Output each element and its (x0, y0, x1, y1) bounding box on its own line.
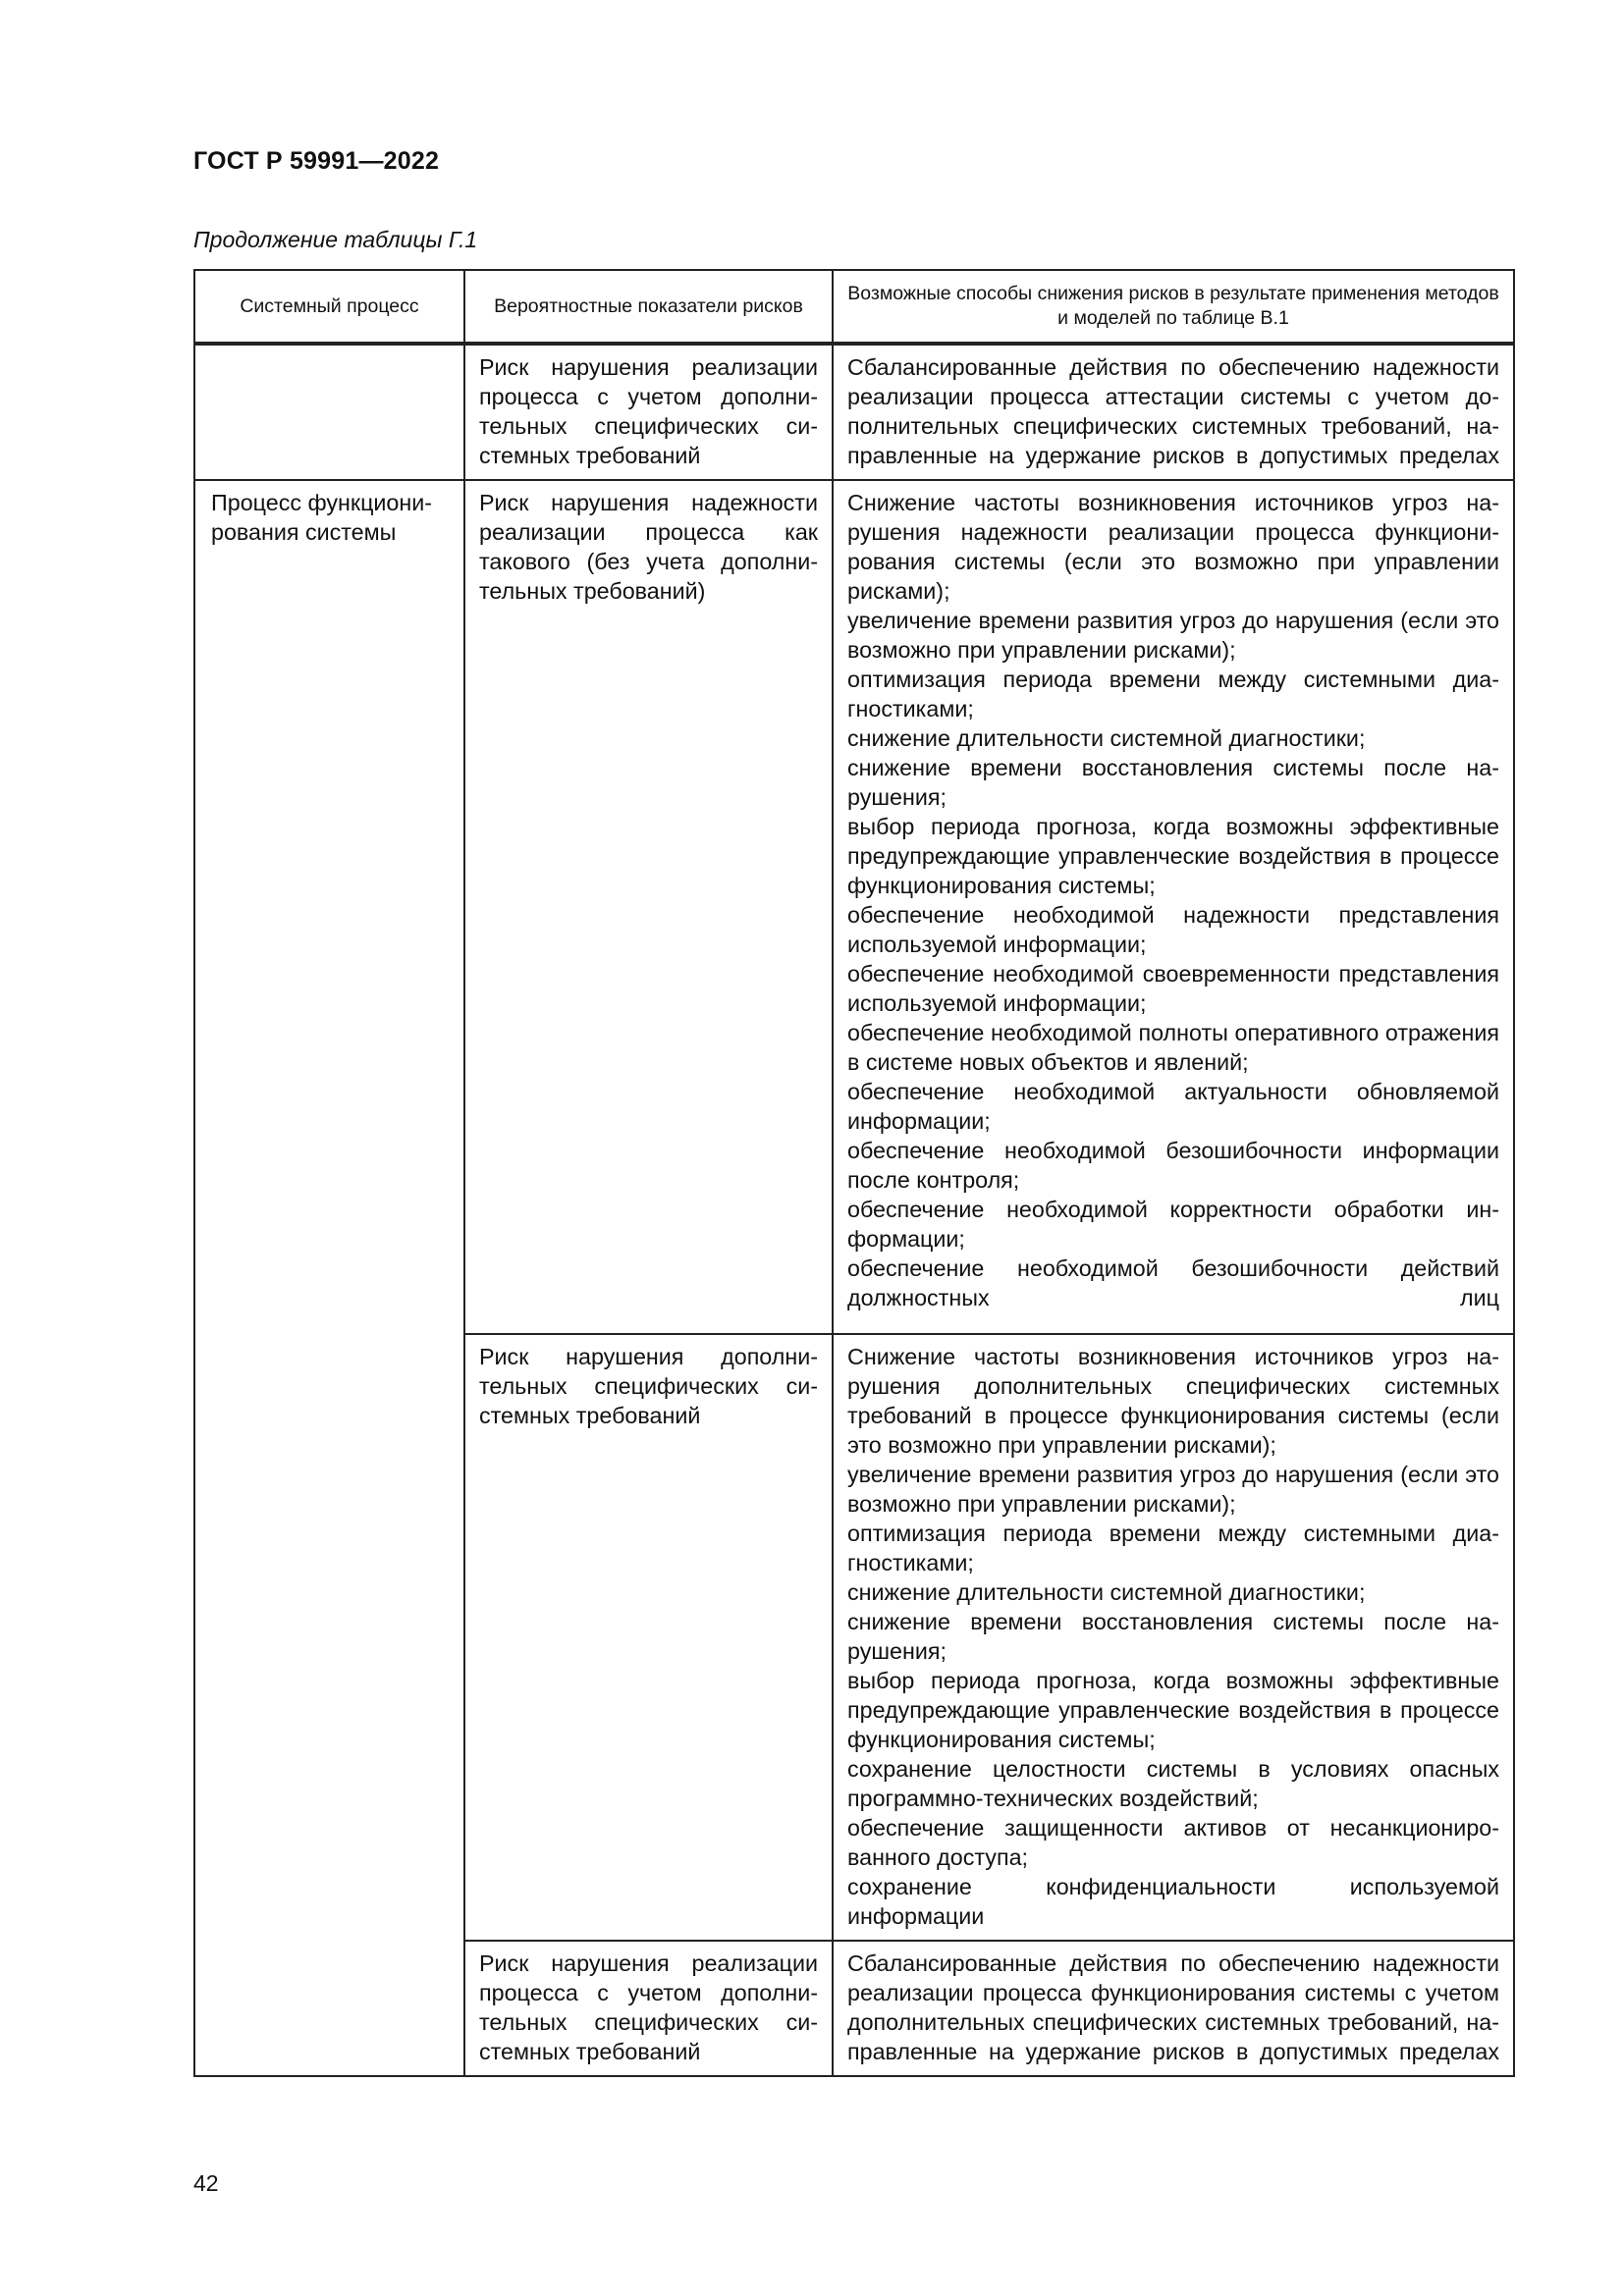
measure-item: Сбалансированные действия по обеспечению надежности реализации процесса функционирования системы с учетом дополнительных специфических системных требований, направленные на удержание рисков в допустимых пределах (847, 1950, 1499, 2064)
risk-cell (464, 1334, 833, 1941)
measure-item: Снижение частоты возникновения источников угроз нарушения дополнительных специфических системных требований в процессе функционирования системы (если это возможно при управлении рисками); (847, 1344, 1499, 1458)
risk-text: Риск нарушения дополнительных специфических системных требований (479, 1344, 818, 1428)
measure-item: выбор периода прогноза, когда возможны эффективные предупреждающие управленческие воздействия в процессе функционирования системы; (847, 814, 1499, 898)
risk-cell (464, 1941, 833, 2076)
table-row (194, 480, 1514, 1334)
table-header-row (194, 270, 1514, 343)
measure-item: сохранение конфиденциальности используемой информации (847, 1874, 1499, 1929)
column-header-measures: Возможные способы снижения рисков в результате применения методов и моделей по таблице В.1 (833, 270, 1514, 343)
measure-item: оптимизация периода времени между системными диагностиками; (847, 667, 1499, 721)
measures-cell (833, 345, 1514, 480)
measure-item: увеличение времени развития угроз до нарушения (если это возможно при управлении рисками); (847, 1462, 1499, 1517)
measures-cell (833, 1941, 1514, 2076)
column-header-process: Системный процесс (194, 270, 464, 343)
measures-cell (833, 480, 1514, 1334)
risk-cell (464, 480, 833, 1334)
measure-item: обеспечение необходимой безошибочности информации после контроля; (847, 1138, 1499, 1193)
table-caption: Продолжение таблицы Г.1 (193, 227, 478, 252)
risk-table (193, 269, 1515, 2077)
measure-item: Сбалансированные действия по обеспечению надежности реализации процесса аттестации системы с учетом дополнительных специфических системных требований, направленные на удержание рисков в допустимых пределах (847, 354, 1499, 468)
table-row (194, 345, 1514, 480)
risk-text: Риск нарушения реализации процесса с учетом дополнительных специфических системных требований (479, 1950, 818, 2064)
measure-item: снижение времени восстановления системы после нарушения; (847, 755, 1499, 810)
measure-item: сохранение целостности системы в условиях опасных программно-технических воздействий; (847, 1756, 1499, 1811)
measure-item: обеспечение необходимой своевременности представления используемой информации; (847, 961, 1499, 1016)
measure-item: обеспечение необходимой безошибочности действий должностных лиц (847, 1255, 1499, 1310)
measure-item: обеспечение необходимой корректности обработки информации; (847, 1197, 1499, 1252)
process-cell (194, 345, 464, 480)
process-cell: Процесс функционирования системы (194, 480, 464, 2076)
measure-item: снижение времени восстановления системы после нарушения; (847, 1609, 1499, 1664)
document-code: ГОСТ Р 59991—2022 (193, 147, 440, 175)
measure-item: выбор периода прогноза, когда возможны эффективные предупреждающие управленческие воздействия в процессе функционирования системы; (847, 1668, 1499, 1752)
column-header-risk: Вероятностные показатели рисков (464, 270, 833, 343)
risk-text: Риск нарушения реализации процесса с учетом дополнительных специфических системных требований (479, 354, 818, 468)
measure-item: оптимизация периода времени между системными диагностиками; (847, 1521, 1499, 1575)
measures-cell (833, 1334, 1514, 1941)
page-number: 42 (193, 2170, 219, 2196)
measure-item: обеспечение необходимой полноты оперативного отражения в системе новых объектов и явлений; (847, 1020, 1499, 1075)
risk-text: Риск нарушения надежности реализации процесса как такового (без учета дополнительных требований) (479, 490, 818, 604)
measure-item: обеспечение защищенности активов от несанкционированного доступа; (847, 1815, 1499, 1870)
risk-cell (464, 345, 833, 480)
measure-item: увеличение времени развития угроз до нарушения (если это возможно при управлении рисками); (847, 608, 1499, 663)
measure-item: обеспечение необходимой актуальности обновляемой информации; (847, 1079, 1499, 1134)
measure-item: снижение длительности системной диагностики; (847, 725, 1366, 751)
measure-item: Снижение частоты возникновения источников угроз нарушения надежности реализации процесса функционирования системы (если это возможно при управлении рисками); (847, 490, 1499, 604)
measure-item: снижение длительности системной диагностики; (847, 1579, 1366, 1605)
measure-item: обеспечение необходимой надежности представления используемой информации; (847, 902, 1499, 957)
